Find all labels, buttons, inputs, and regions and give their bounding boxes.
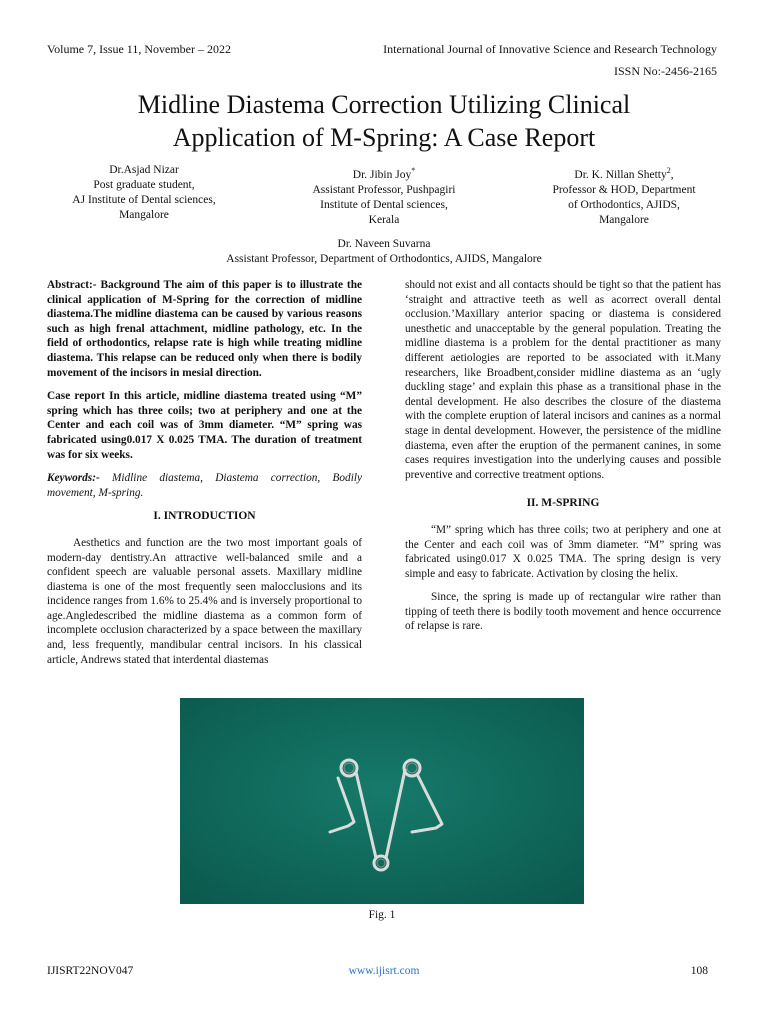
author-name: Dr. K. Nillan Shetty$^2$, bbox=[574, 166, 674, 181]
figure-caption: Fig. 1 bbox=[368, 909, 396, 921]
author-1 bbox=[48, 163, 240, 223]
section-heading-introduction: I. INTRODUCTION bbox=[153, 510, 256, 523]
keywords: Keywords:- Midline diastema, Diastema correction, Bodily movement, M-spring. bbox=[47, 472, 362, 499]
figure-m-spring-photo bbox=[180, 698, 584, 904]
m-spring-paragraph-1: “M” spring which has three coils; two at periphery and one at the Center and each coil was of 3mm diameter. “M” spring was fabricated using0.017 X 0.025 TMA. The spring design is very simple and easy to fabricate. Activation by closing the helix. bbox=[405, 523, 721, 580]
author-3 bbox=[528, 163, 720, 228]
m-spring-paragraph-2: Since, the spring is made up of rectangular wire rather than tipping of teeth there is bodily tooth movement and hence occurrence of relapse is rare. bbox=[405, 591, 721, 633]
volume-info: Volume 7, Issue 11, November – 2022 bbox=[47, 42, 231, 56]
m-spring-illustration bbox=[180, 698, 584, 904]
journal-name: International Journal of Innovative Science and Research Technology bbox=[383, 42, 717, 56]
author-affil: Mangalore bbox=[599, 213, 649, 226]
case-report: Case report In this article, midline diastema treated using “M” spring which has three coils; two at periphery and one at the Center and each coil was of 3mm diameter. “M” spring was fabricated using0.017 X 0.025 TMA. The duration of treatment was for six weeks. bbox=[47, 390, 362, 461]
author-affil: Post graduate student, bbox=[93, 179, 195, 191]
author-affil: of Orthodontics, AJIDS, bbox=[568, 198, 680, 211]
right-column bbox=[405, 278, 721, 643]
introduction-paragraph: Aesthetics and function are the two most important goals of modern-day dentistry.An attractive well-balanced smile and a confident speech are valuable personal assets. Maxillary midline diastema is one of the most frequently seen malocclusions and its incidence ranges from 1.6% to 25.4% and is inversely proportional to age.Angledescribed the midline diastema as a common form of incomplete occlusion characterized by a space between the maxillary and, less frequently, mandibular central incisors. In his classical article, Andrews stated that interdental diastemas bbox=[47, 536, 362, 666]
footer-article-id: IJISRT22NOV047 bbox=[47, 965, 134, 977]
page-title bbox=[40, 88, 728, 154]
author-affil: Mangalore bbox=[119, 209, 169, 221]
author-4 bbox=[60, 237, 708, 267]
issn: ISSN No:-2456-2165 bbox=[613, 64, 717, 78]
title-line-2: Application of M-Spring: A Case Report bbox=[172, 123, 596, 152]
author-2 bbox=[288, 163, 480, 228]
author-affil: Kerala bbox=[368, 213, 400, 226]
title-line-1: Midline Diastema Correction Utilizing Clinical bbox=[137, 90, 631, 119]
author-affil: AJ Institute of Dental sciences, bbox=[72, 194, 216, 206]
author-affil: Assistant Professor, Department of Orthodontics, AJIDS, Mangalore bbox=[226, 253, 542, 265]
section-heading-m-spring: II. M-SPRING bbox=[526, 497, 600, 510]
author-affil: Assistant Professor, Pushpagiri bbox=[312, 183, 456, 196]
footer-website-link[interactable]: www.ijisrt.com bbox=[348, 965, 420, 977]
author-name: Dr. Jibin Joy* bbox=[352, 166, 416, 181]
left-column bbox=[47, 278, 362, 676]
author-name: Dr. Naveen Suvarna bbox=[337, 238, 431, 250]
author-affil: Professor & HOD, Department bbox=[552, 183, 696, 196]
author-affil: Institute of Dental sciences, bbox=[320, 198, 448, 211]
abstract: Abstract:- Background The aim of this paper is to illustrate the clinical application of M-Spring for the correction of midline diastema.The midline diastema can be caused by various reasons such as high frenal attachment, midline pathology, etc. In the field of orthodontics, relapse rate is high while treating midline diastema. This relapse can be reduced only when there is bodily movement of the incisors in mesial direction. bbox=[47, 279, 362, 379]
author-name: Dr.Asjad Nizar bbox=[109, 164, 179, 176]
page-number: 108 bbox=[690, 965, 708, 977]
right-paragraph: should not exist and all contacts should be tight so that the patient has ‘straight and attractive teeth as well as acorrect overall dental occlusion.’Maxillary anterior spacing or diastema is considered unesthetic and unacceptable by the general population. Treating the midline diastema is a problem for the dental practitioner as many different aetiologies are reported to be associated with it.Many researchers, like Broadbent,consider midline diastema as an ‘ugly duckling stage’ and explain this phase as a transitional phase in the dental development. He also describes the closure of the diastema with the complete eruption of lateral incisors and canines as a normal stage in dental development. However, the persistence of the midline diastema, even after the eruption of the permanent canines, in some cases requires investigation into the underlying causes and possible preventive and corrective treatment options. bbox=[405, 279, 721, 481]
